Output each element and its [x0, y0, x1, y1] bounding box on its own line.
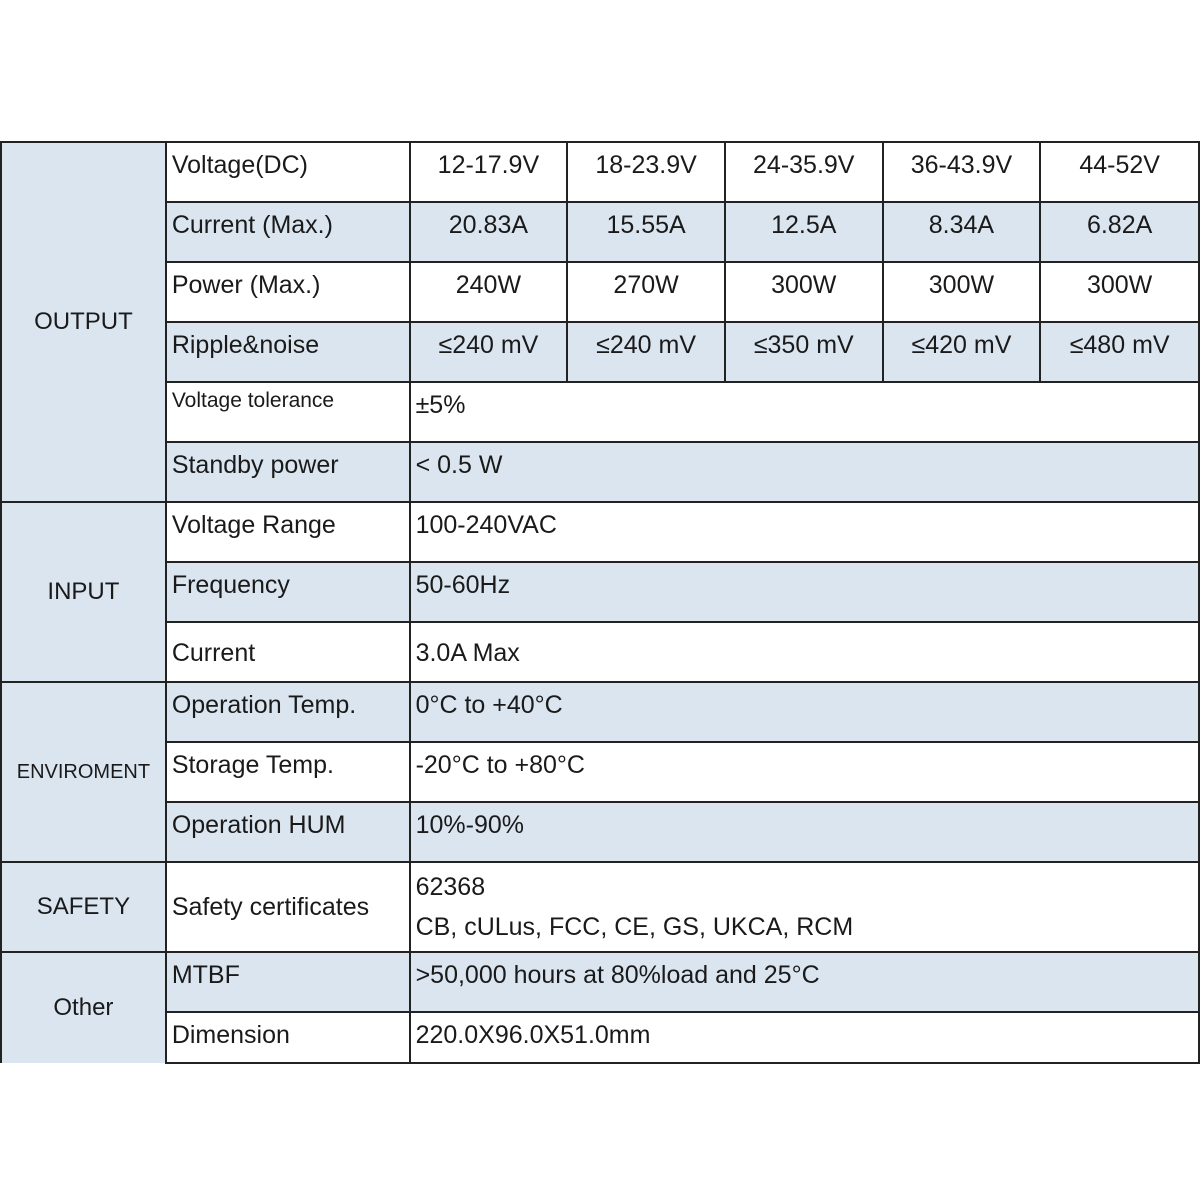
section-safety: SAFETY	[1, 862, 166, 952]
value-frequency: 50-60Hz	[410, 562, 1199, 622]
value-cell: 240W	[410, 262, 568, 322]
value-voltage-range: 100-240VAC	[410, 502, 1199, 562]
label-voltage-dc: Voltage(DC)	[166, 142, 410, 202]
row-env-op-temp	[1, 682, 1199, 742]
label-voltage-range: Voltage Range	[166, 502, 410, 562]
value-cell: 300W	[725, 262, 883, 322]
label-frequency: Frequency	[166, 562, 410, 622]
row-other-dimension	[1, 1012, 1199, 1063]
label-storage-temp: Storage Temp.	[166, 742, 410, 802]
value-cell: 20.83A	[410, 202, 568, 262]
value-cell: 300W	[1040, 262, 1199, 322]
cert-standard: 62368	[415, 873, 486, 901]
value-cell: 18-23.9V	[567, 142, 725, 202]
row-output-ripple	[1, 322, 1199, 382]
value-cell: 24-35.9V	[725, 142, 883, 202]
label-operation-hum: Operation HUM	[166, 802, 410, 862]
value-cell: ≤420 mV	[883, 322, 1041, 382]
value-voltage-tolerance: ±5%	[410, 382, 1199, 442]
label-power-max: Power (Max.)	[166, 262, 410, 322]
row-output-voltage	[1, 142, 1199, 202]
value-cell: 15.55A	[567, 202, 725, 262]
row-output-tolerance	[1, 382, 1199, 442]
section-output: OUTPUT	[1, 142, 166, 502]
value-storage-temp: -20°C to +80°C	[410, 742, 1199, 802]
label-voltage-tolerance: Voltage tolerance	[166, 382, 410, 442]
row-input-voltage	[1, 502, 1199, 562]
label-input-current: Current	[166, 622, 410, 682]
cert-marks: CB, cULus, FCC, CE, GS, UKCA, RCM	[415, 913, 854, 941]
section-input: INPUT	[1, 502, 166, 682]
value-operation-temp: 0°C to +40°C	[410, 682, 1199, 742]
value-cell: 12.5A	[725, 202, 883, 262]
value-cell: 8.34A	[883, 202, 1041, 262]
value-cell: ≤350 mV	[725, 322, 883, 382]
value-mtbf: >50,000 hours at 80%load and 25°C	[410, 952, 1199, 1012]
row-env-op-hum	[1, 802, 1199, 862]
value-cell: ≤240 mV	[567, 322, 725, 382]
row-output-standby	[1, 442, 1199, 502]
label-standby-power: Standby power	[166, 442, 410, 502]
section-environment: ENVIROMENT	[1, 682, 166, 862]
value-input-current: 3.0A Max	[410, 622, 1199, 682]
label-operation-temp: Operation Temp.	[166, 682, 410, 742]
row-output-power	[1, 262, 1199, 322]
value-operation-hum: 10%-90%	[410, 802, 1199, 862]
value-cell: ≤480 mV	[1040, 322, 1199, 382]
row-env-storage-temp	[1, 742, 1199, 802]
label-dimension: Dimension	[166, 1012, 410, 1063]
row-input-current	[1, 622, 1199, 682]
value-cell: 6.82A	[1040, 202, 1199, 262]
value-cell: 270W	[567, 262, 725, 322]
value-cell: 300W	[883, 262, 1041, 322]
spec-table	[0, 141, 1200, 1064]
label-mtbf: MTBF	[166, 952, 410, 1012]
value-standby-power: < 0.5 W	[410, 442, 1199, 502]
value-dimension: 220.0X96.0X51.0mm	[410, 1012, 1199, 1063]
row-other-mtbf	[1, 952, 1199, 1012]
label-current-max: Current (Max.)	[166, 202, 410, 262]
row-input-frequency	[1, 562, 1199, 622]
row-safety-certificates	[1, 862, 1199, 952]
value-cell: 12-17.9V	[410, 142, 568, 202]
value-cell: ≤240 mV	[410, 322, 568, 382]
row-output-current	[1, 202, 1199, 262]
value-safety-certificates	[410, 862, 1199, 952]
label-ripple-noise: Ripple&noise	[166, 322, 410, 382]
value-cell: 36-43.9V	[883, 142, 1041, 202]
value-cell: 44-52V	[1040, 142, 1199, 202]
label-safety-certificates: Safety certificates	[166, 862, 410, 952]
section-other: Other	[1, 952, 166, 1063]
